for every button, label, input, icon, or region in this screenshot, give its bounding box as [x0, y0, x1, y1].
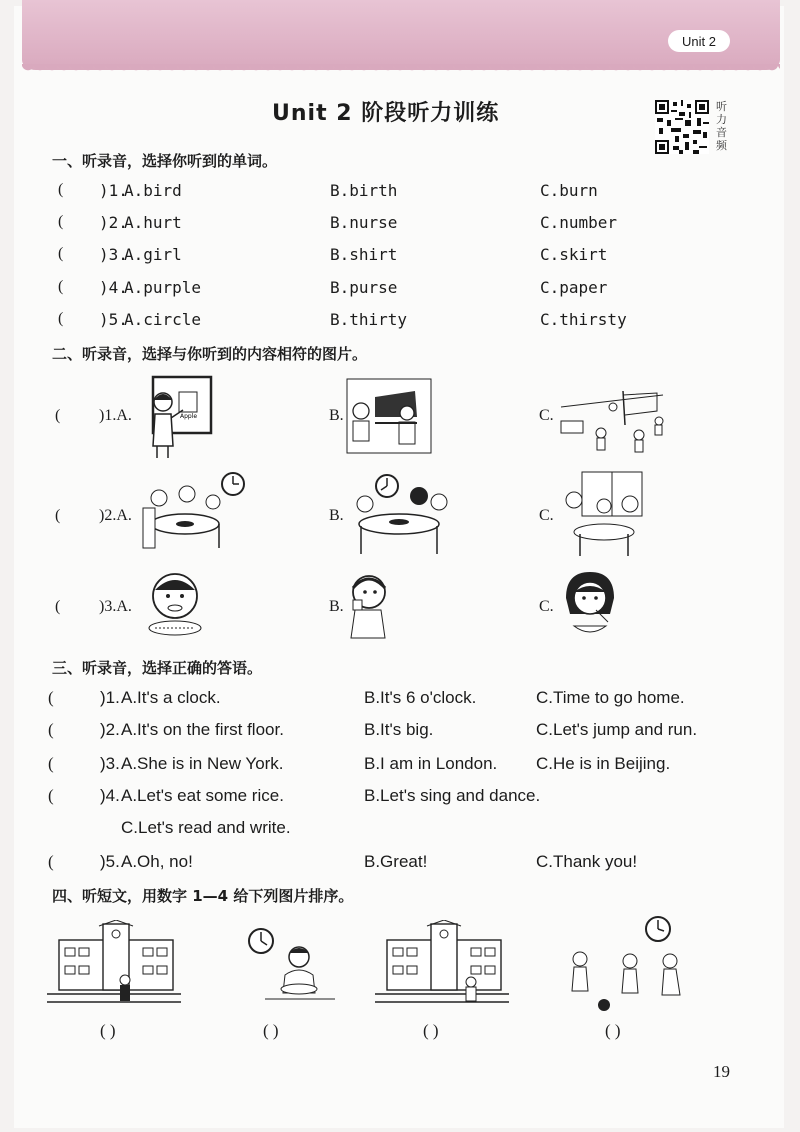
picture-boy-eating-with-clock[interactable]: [245, 925, 341, 1005]
answer-blank[interactable]: (: [58, 310, 64, 327]
picture-boy-eating-corn[interactable]: [143, 570, 207, 638]
answer-blank[interactable]: (: [48, 720, 54, 739]
option-a: A.It's on the first floor.: [121, 720, 284, 739]
picture-kids-on-playground[interactable]: [553, 377, 671, 457]
option-b: B.nurse: [330, 213, 398, 232]
svg-text:Apple: Apple: [180, 413, 198, 420]
s3-question-2: ( )2. A.It's on the first floor. B.It's big. C.Let's jump and run.: [48, 720, 698, 739]
s1-question-1: ( )1. A.bird B.birth C.burn: [58, 181, 598, 200]
s2-q3-c-label: C.: [539, 598, 554, 615]
order-blank-2[interactable]: ( ): [263, 1021, 279, 1040]
option-b: B.Let's sing and dance.: [364, 786, 541, 805]
picture-boy-drinking[interactable]: [345, 570, 391, 640]
s1-question-5: ( )5. A.circle B.thirty C.thirsty: [58, 310, 627, 329]
order-blank-3[interactable]: ( ): [423, 1021, 439, 1040]
picture-family-dinner-clock[interactable]: [141, 468, 249, 560]
header-banner: [22, 0, 780, 70]
answer-blank[interactable]: (: [55, 598, 61, 615]
option-a: A.hurt: [124, 213, 182, 232]
option-c: C.Thank you!: [536, 852, 638, 871]
s1-question-3: ( )3. A.girl B.shirt C.skirt: [58, 245, 608, 264]
answer-blank[interactable]: (: [58, 213, 64, 230]
s3-question-5: ( )5. A.Oh, no! B.Great! C.Thank you!: [48, 852, 638, 871]
option-a: A.girl: [124, 245, 182, 264]
s2-q3-b-label: B.: [329, 598, 344, 615]
answer-blank[interactable]: (: [48, 754, 54, 773]
option-c: C.burn: [540, 181, 598, 200]
s3-question-4-c: [0, 818, 800, 846]
section1-heading: 一、听录音，选择你听到的单词。: [52, 152, 278, 170]
option-c: C.thirsty: [540, 310, 627, 329]
s3-question-1: ( )1. A.It's a clock. B.It's 6 o'clock. C.Time to go home.: [48, 688, 685, 707]
picture-kids-playing-piano[interactable]: [345, 377, 433, 455]
section2-heading: 二、听录音，选择与你听到的内容相符的图片。: [52, 345, 368, 363]
s2-q1-b-label: B.: [329, 407, 344, 424]
order-blank-4[interactable]: ( ): [605, 1021, 621, 1040]
qr-label: 听力音频: [716, 100, 727, 152]
answer-blank[interactable]: (: [48, 786, 54, 805]
picture-boy-at-school[interactable]: [47, 920, 181, 1006]
s2-q1-c-label: C.: [539, 407, 554, 424]
answer-blank[interactable]: (: [55, 507, 61, 524]
option-c: C.He is in Beijing.: [536, 754, 671, 773]
option-b: B.Great!: [364, 852, 428, 871]
option-b: B.thirty: [330, 310, 408, 329]
unit-tag: Unit 2: [668, 30, 730, 52]
picture-boy-arriving-school[interactable]: [375, 920, 509, 1006]
s2-q2-b-label: B.: [329, 507, 344, 524]
answer-blank[interactable]: (: [48, 852, 54, 871]
option-b: B.purse: [330, 278, 398, 297]
option-b: B.It's big.: [364, 720, 434, 739]
picture-friends-at-cafe[interactable]: [560, 470, 648, 560]
option-a: A.Oh, no!: [121, 852, 193, 871]
page-number: 19: [713, 1062, 730, 1081]
option-c: C.skirt: [540, 245, 608, 264]
option-b: B.shirt: [330, 245, 398, 264]
option-a: A.Let's eat some rice.: [121, 786, 284, 805]
s2-q2-c-label: C.: [539, 507, 554, 524]
picture-teacher-at-board[interactable]: [143, 374, 215, 460]
option-c: C.Let's read and write.: [121, 818, 291, 837]
answer-blank[interactable]: (: [58, 278, 64, 295]
option-c: C.number: [540, 213, 618, 232]
option-b: B.birth: [330, 181, 398, 200]
order-blank-1[interactable]: ( ): [100, 1021, 116, 1040]
option-c: C.paper: [540, 278, 608, 297]
option-a: A.She is in New York.: [121, 754, 284, 773]
picture-family-meal[interactable]: [345, 470, 457, 560]
option-b: B.It's 6 o'clock.: [364, 688, 477, 707]
picture-kids-playing-football[interactable]: [562, 915, 688, 1015]
answer-blank[interactable]: (: [55, 407, 61, 424]
option-c: C.Let's jump and run.: [536, 720, 698, 739]
s1-question-2: ( )2. A.hurt B.nurse C.number: [58, 213, 618, 232]
s3-question-3: ( )3. A.She is in New York. B.I am in London. C.He is in Beijing.: [48, 754, 671, 773]
s2-q2-label: )2.A.: [99, 507, 132, 524]
option-a: A.bird: [124, 181, 182, 200]
picture-girl-eating-noodles[interactable]: [560, 570, 620, 642]
s3-question-4: ( )4. A.Let's eat some rice. B.Let's sing and dance.: [48, 786, 541, 805]
s2-q3-label: )3.A.: [99, 598, 132, 615]
option-b: B.I am in London.: [364, 754, 498, 773]
section4-heading: 四、听短文，用数字 1—4 给下列图片排序。: [52, 887, 354, 905]
answer-blank[interactable]: (: [58, 245, 64, 262]
s1-question-4: ( )4. A.purple B.purse C.paper: [58, 278, 608, 297]
section3-heading: 三、听录音，选择正确的答语。: [52, 659, 263, 677]
page-title: Unit 2 阶段听力训练: [272, 101, 500, 126]
option-a: A.circle: [124, 310, 202, 329]
option-c: C.Time to go home.: [536, 688, 685, 707]
answer-blank[interactable]: (: [48, 688, 54, 707]
s2-q1-label: )1.A.: [99, 407, 132, 424]
answer-blank[interactable]: (: [58, 181, 64, 198]
option-a: A.purple: [124, 278, 202, 297]
option-a: A.It's a clock.: [121, 688, 221, 707]
qr-code-icon[interactable]: [655, 100, 709, 154]
